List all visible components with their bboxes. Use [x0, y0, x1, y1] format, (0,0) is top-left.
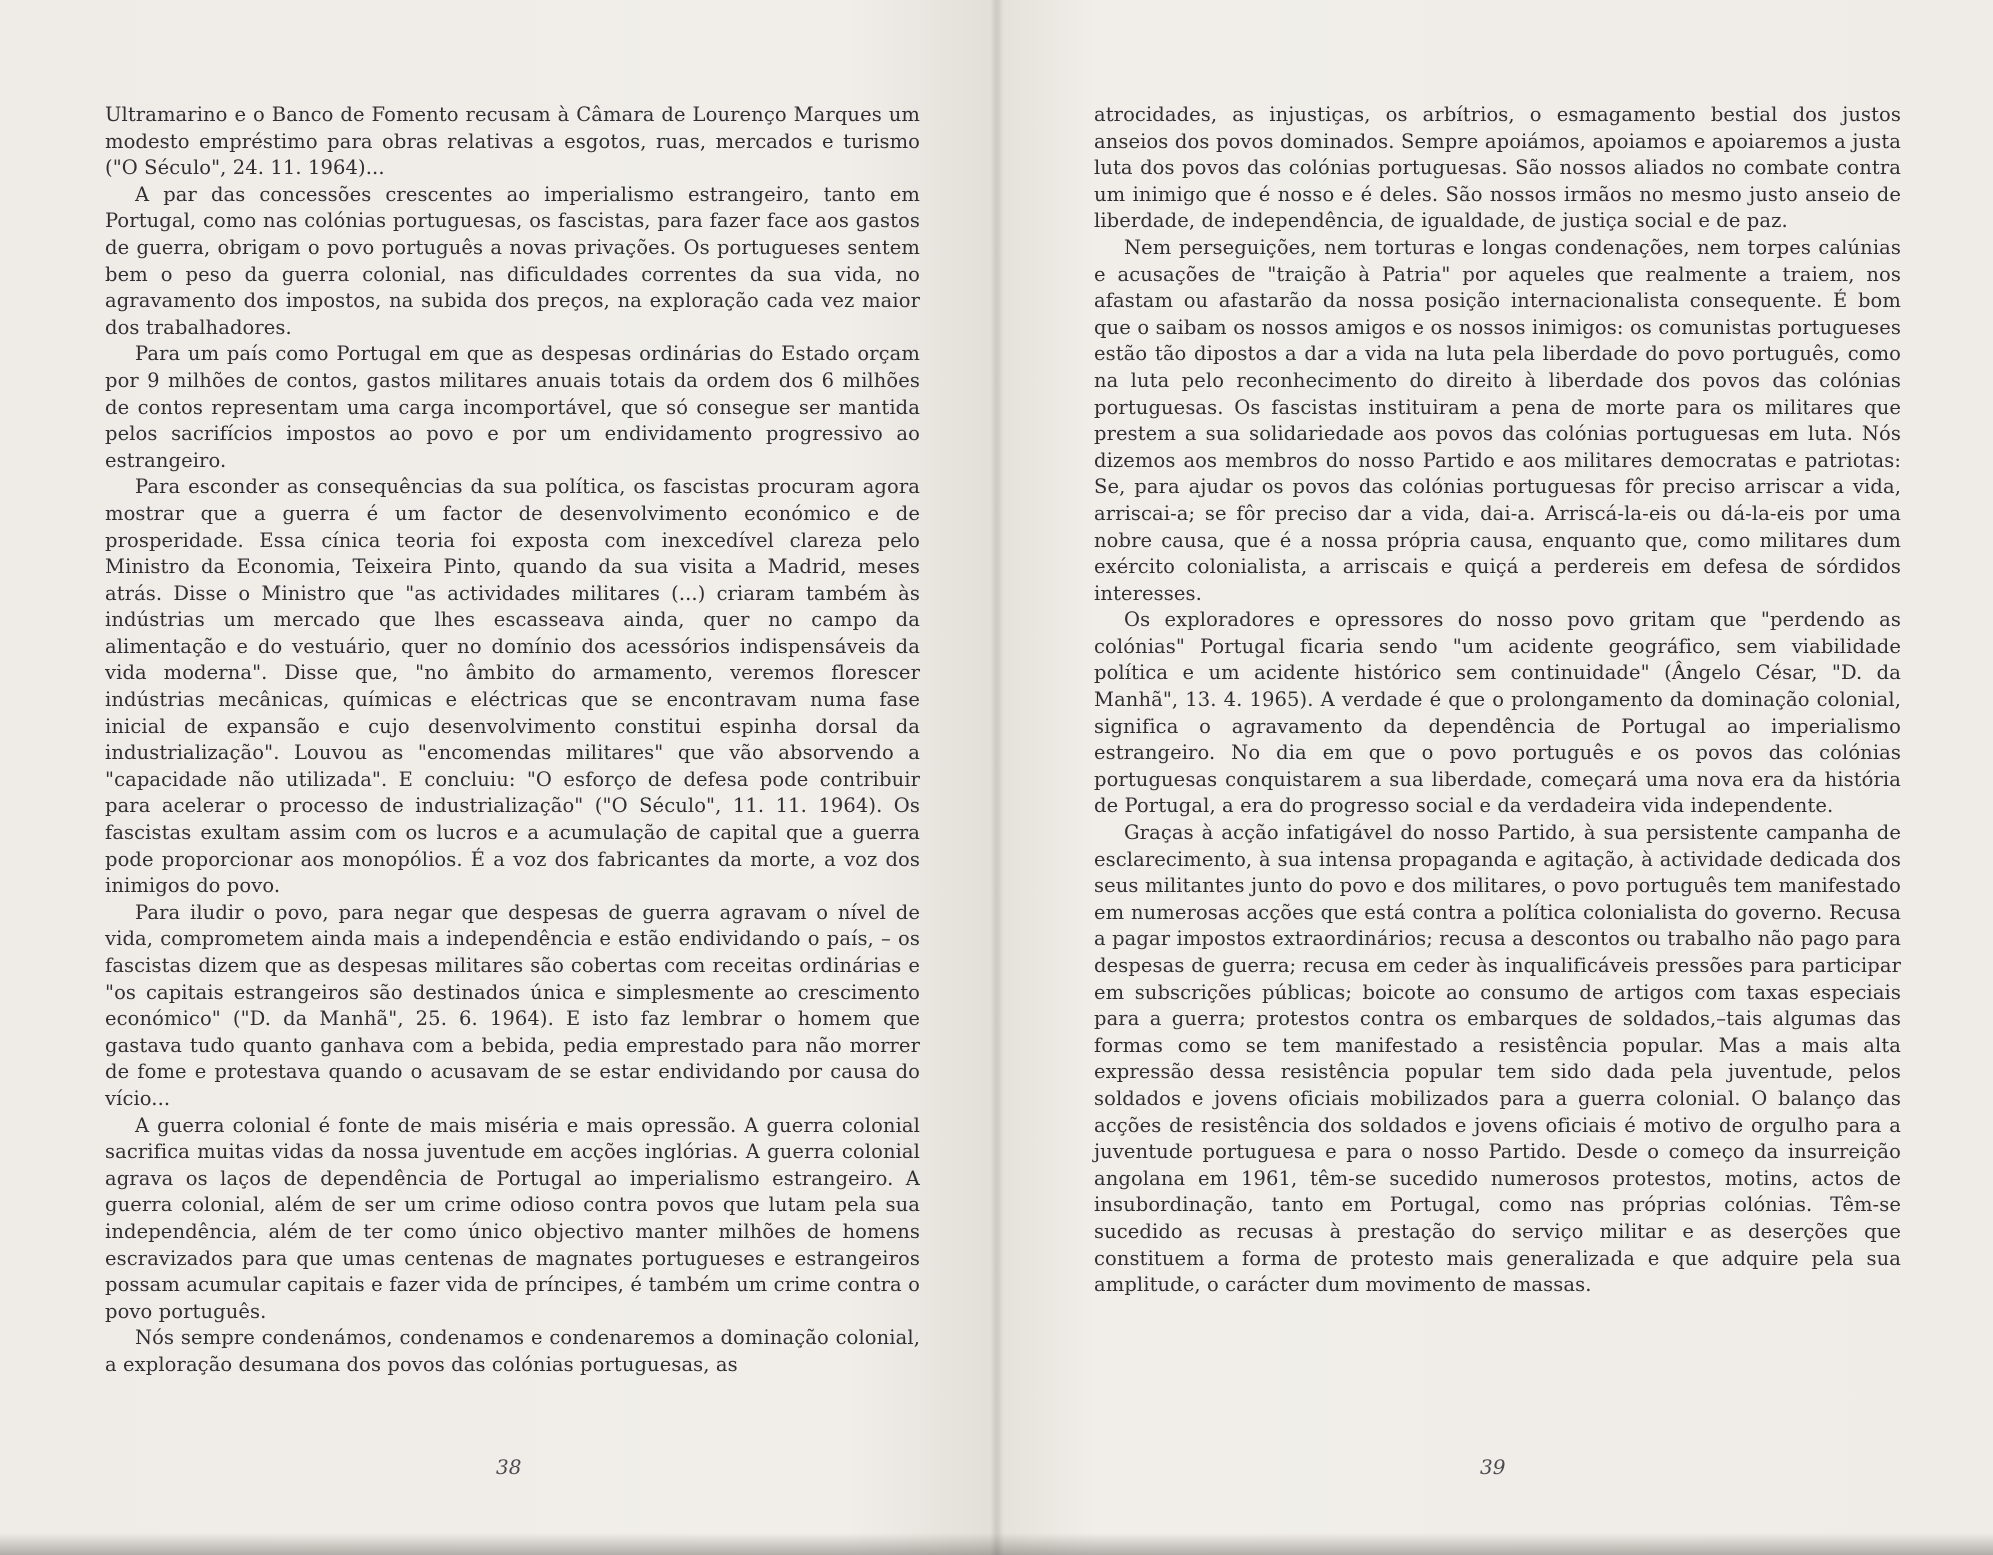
paragraph: A par das concessões crescentes ao imperialismo estrangeiro, tanto em Portugal, como nas colónias portuguesas, os fascistas, para fazer face aos gastos de guerra, obrigam o povo português a novas privações. Os portugueses sentem bem o peso da guerra colonial, nas dificuldades correntes da sua vida, no agravamento dos impostos, na subida dos preços, na exploração cada vez maior dos trabalhadores. — [105, 182, 920, 339]
left-page-text — [105, 102, 920, 1379]
page-number: 38 — [496, 1455, 522, 1479]
paragraph: Graças à acção infatigável do nosso Partido, à sua persistente campanha de esclarecimento, à sua intensa propaganda e agitação, à actividade dedicada dos seus militantes junto do povo e dos militares, o povo português tem manifestado em numerosas acções que está contra a política colonialista do governo. Recusa a pagar impostos extraordinários; recusa a descontos ou trabalho não pago para despesas de guerra; recusa em ceder às inqualificáveis pressões para participar em subscrições públicas; boicote ao consumo de artigos com taxas especiais para a guerra; protestos contra os embarques de soldados,–tais algumas das formas como se tem manifestado a resistência popular. Mas a mais alta expressão dessa resistência popular tem sido dada pela juventude, pelos soldados e jovens oficiais mobilizados para a guerra colonial. O balanço das acções de resistência dos soldados e jovens oficiais é motivo de orgulho para a juventude portuguesa e para o nosso Partido. Desde o começo da insurreição angolana em 1961, têm-se sucedido numerosos protestos, motins, actos de insubordinação, tanto em Portugal, como nas próprias colónias. Têm-se sucedido as recusas à prestação do serviço militar e as deserções que constituem a forma de protesto mais generalizada e que adquire pela sua amplitude, o carácter dum movimento de massas. — [1094, 821, 1901, 1297]
paragraph: Nem perseguições, nem torturas e longas condenações, nem torpes calúnias e acusações de "traição à Patria" por aqueles que realmente a traiem, nos afastam ou afastarão da nossa posição internacionalista consequente. É bom que o saibam os nossos amigos e os nossos inimigos: os comunistas portugueses estão tão dipostos a dar a vida na luta pela liberdade do povo português, como na luta pelo reconhecimento do direito à liberdade dos povos das colónias portuguesas. Os fascistas instituiram a pena de morte para os militares que prestem a sua solidariedade aos povos das colónias portuguesas em luta. Nós dizemos aos membros do nosso Partido e aos militares democratas e patriotas: Se, para ajudar os povos das colónias portuguesas fôr preciso arriscar a vida, arriscai-a; se fôr preciso dar a vida, dai-a. Arriscá-la-eis ou dá-la-eis por uma nobre causa, que é a nossa própria causa, enquanto que, como militares dum exército colonialista, a arriscais e quiçá a perdereis em defesa de sórdidos interesses. — [1094, 235, 1901, 605]
paragraph: A guerra colonial é fonte de mais miséria e mais opressão. A guerra colonial sacrifica muitas vidas da nossa juventude em acções inglórias. A guerra colonial agrava os laços de dependência de Portugal ao imperialismo estrangeiro. A guerra colonial, além de ser um crime odioso contra povos que lutam pela sua independência, além de ter como único objectivo manter milhões de homens escravizados para que umas centenas de magnates portugueses e estrangeiros possam acumular capitais e fazer vida de príncipes, é também um crime contra o povo português. — [105, 1113, 920, 1323]
left-page — [0, 0, 996, 1555]
book-gutter — [990, 0, 1004, 1555]
paragraph: Ultramarino e o Banco de Fomento recusam à Câmara de Lourenço Marques um modesto empréstimo para obras relativas a esgotos, ruas, mercados e turismo ("O Século", 24. 11. 1964)... — [105, 103, 920, 180]
paragraph: Nós sempre condenámos, condenamos e condenaremos a dominação colonial, a exploração desumana dos povos das colónias portuguesas, as — [105, 1326, 920, 1376]
paragraph: Para esconder as consequências da sua política, os fascistas procuram agora mostrar que a guerra é um factor de desenvolvimento económico e de prosperidade. Essa cínica teoria foi exposta com inexcedível clareza pelo Ministro da Economia, Teixeira Pinto, quando da sua visita a Madrid, meses atrás. Disse o Ministro que "as actividades militares (...) criaram também às indústrias um mercado que lhes escasseava ainda, quer no campo da alimentação e do vestuário, quer no domínio dos acessórios indispensáveis da vida moderna". Disse que, "no âmbito do armamento, veremos florescer indústrias mecânicas, químicas e eléctricas que se encontravam numa fase inicial de expansão e cujo desenvolvimento constitui espinha dorsal da industrialização". Louvou as "encomendas militares" que vão absorvendo a "capacidade não utilizada". E concluiu: "O esforço de defesa pode contribuir para acelerar o processo de industrialização" ("O Século", 11. 11. 1964). Os fascistas exultam assim com os lucros e a acumulação de capital que a guerra pode proporcionar aos monopólios. É a voz dos fabricantes da morte, a voz dos inimigos do povo. — [105, 475, 920, 898]
paragraph: Os exploradores e opressores do nosso povo gritam que "perdendo as colónias" Portugal ficaria sendo "um acidente geográfico, sem viabilidade política e um acidente histórico sem continuidade" (Ângelo César, "D. da Manhã", 13. 4. 1965). A verdade é que o prolongamento da dominação colonial, significa o agravamento da dependência de Portugal ao imperialismo estrangeiro. No dia em que o povo português e os povos das colónias portuguesas conquistarem a sua liberdade, começará uma nova era da história de Portugal, a era do progresso social e da verdadeira vida independente. — [1094, 608, 1901, 818]
paragraph: atrocidades, as injustiças, os arbítrios, o esmagamento bestial dos justos anseios dos povos dominados. Sempre apoiámos, apoiamos e apoiaremos a justa luta dos povos das colónias portuguesas. São nossos aliados no combate contra um inimigo que é nosso e é deles. São nossos irmãos no mesmo justo anseio de liberdade, de independência, de igualdade, de justiça social e de paz. — [1094, 103, 1901, 233]
right-page-text — [1094, 102, 1901, 1299]
paragraph: Para um país como Portugal em que as despesas ordinárias do Estado orçam por 9 milhões de contos, gastos militares anuais totais da ordem dos 6 milhões de contos representam uma carga incomportável, que só consegue ser mantida pelos sacrifícios impostos ao povo e por um endividamento progressivo ao estrangeiro. — [105, 342, 920, 472]
page-edge-shadow — [0, 1533, 1993, 1555]
right-page — [996, 0, 1993, 1555]
page-number: 39 — [1480, 1455, 1506, 1479]
paragraph: Para iludir o povo, para negar que despesas de guerra agravam o nível de vida, comprometem ainda mais a independência e estão endividando o país, – os fascistas dizem que as despesas militares são cobertas com receitas ordinárias e "os capitais estrangeiros são destinados única e simplesmente ao crescimento económico" ("D. da Manhã", 25. 6. 1964). E isto faz lembrar o homem que gastava tudo quanto ganhava com a bebida, pedia emprestado para não morrer de fome e protestava quando o acusavam de se estar endividando por causa do vício... — [105, 900, 920, 1110]
